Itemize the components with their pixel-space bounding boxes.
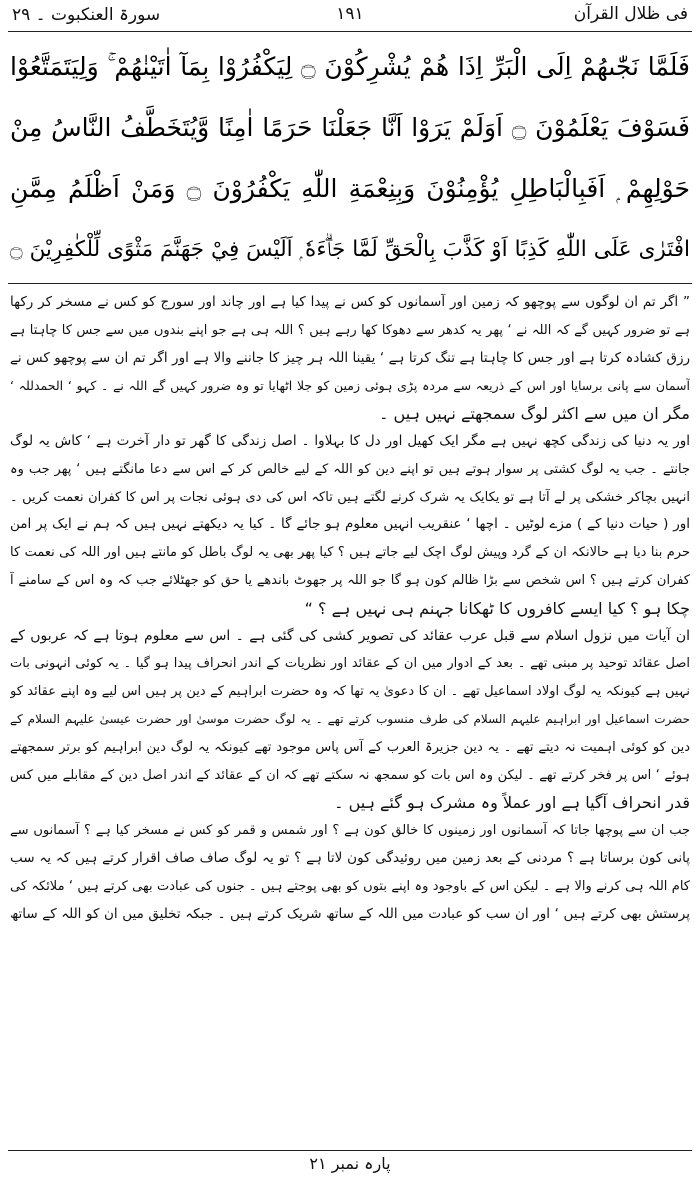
verse-line: حَوْلِهِمْ ۭ اَفَبِالْبَاطِلِ يُؤْمِنُوْنَ وَبِنِعْمَةِ اللّٰهِ يَكْفُرُوْنَ ۝ وَمَنْ اَظْلَمُ مِمَّنِ (10, 174, 690, 203)
text-line: نہیں ہے کیونکہ یہ لوگ اولاد اسماعیل تھے ۔ ان کا دعویٰ یہ تھا کہ وہ حضرت ابراہیم کے دین پر ہیں اس لیے وہ اپنے عقائد کو (10, 684, 690, 700)
text-line: انہیں بچاکر خشکی پر لے آتا ہے تو یکایک یہ شرک کرنے لگتے ہیں تاکہ اس کی دی ہوئی نجات پر اس کا کفران نعمت کریں ۔ (10, 489, 690, 505)
text-line: ان آیات میں نزول اسلام سے قبل عرب عقائد کی تصویر کشی کی گئی ہے ۔ اس سے معلوم ہوتا ہے کہ عربوں کے (10, 627, 690, 644)
text-line: کام اللہ ہی کرنے والا ہے ۔ لیکن اس کے باوجود وہ اپنے بتوں کو بھی پوجتے ہیں ۔ جنوں کی عبادت بھی کرتے ہیں ‘ ملائکہ کی (10, 878, 690, 894)
verses-divider (8, 283, 692, 284)
footer-divider (8, 1150, 692, 1151)
verse-line: فَسَوْفَ يَعْلَمُوْنَ ۝ اَوَلَمْ يَرَوْا اَنَّا جَعَلْنَا حَرَمًا اٰمِنًا وَّيُتَخَطَّفُ النَّاسُ مِنْ (10, 113, 690, 142)
running-title: فی ظلال القرآن (573, 4, 688, 24)
text-line: حضرت اسماعیل اور ابراہیم علیہم السلام کی طرف منسوب کرتے تھے ۔ یہ لوگ حضرت موسیٰ اور حضرت عیسیٰ علیہم السلام کے (10, 711, 690, 726)
page-header (8, 4, 692, 28)
header-divider (8, 31, 692, 32)
text-line: پرستش بھی کرتے ہیں ‘ اور ان سب کو عبادت میں اللہ کے ساتھ شریک کرتے ہیں ۔ جبکہ تخلیق میں ان کو اللہ کے ساتھ (10, 905, 690, 922)
text-line: جب ان سے پوچھا جاتا کہ آسمانوں اور زمینوں کا خالق کون ہے ؟ اور شمس و قمر کو کس نے مسخر کیا ہے ؟ آسمانوں سے (10, 823, 690, 839)
text-line: ہوئے ‘ اس پر فخر کرتے تھے ۔ لیکن وہ اس بات کو سمجھ نہ سکتے تھے کہ ان کے عقائد کے اندر اصل دین کے مقابلے میں کس (10, 767, 690, 783)
text-line: اور یہ دنیا کی زندگی کچھ نہیں ہے مگر ایک کھیل اور دل کا بہلاوا ۔ اصل زندگی کا گھر تو دار آخرت ہے ‘ کاش یہ لوگ (10, 432, 690, 449)
surah-title: سورۃ العنکبوت ۔ ۲۹ (12, 5, 161, 25)
text-line: اصل عقائد توحید پر مبنی تھے ۔ بعد کے ادوار میں ان کے عقائد اور نظریات کے اندر انحراف پیدا ہو گیا ۔ یہ کوئی انہونی بات (10, 656, 690, 672)
para-label: پارہ نمبر ۲۱ (309, 1154, 391, 1173)
page-number: ۱۹۱ (336, 4, 364, 24)
text-line: قدر انحراف آگیا ہے اور عملاً وہ مشرک ہو گئے ہیں ۔ (334, 793, 690, 813)
text-line: رزق کشادہ کرتا ہے اور جس کا چاہتا ہے تنگ کرتا ہے ‘ یقینا اللہ ہر چیز کا جاننے والا ہے اور اگر تم ان سے پوچھو کس نے (10, 349, 690, 366)
text-line: آسمان سے پانی برسایا اور اس کے ذریعہ سے مردہ پڑی ہوئی زمین کو جلا اٹھایا تو وہ ضرور کہیں گے اللہ نے ۔ کہو ‘ الحمدللہ ‘ (10, 378, 690, 394)
text-line: حرم بنا دیا ہے حالانکہ ان کے گرد وپیش لوگ اچک لیے جاتے ہیں ؟ کیا پھر بھی یہ لوگ باطل کو مانتے ہیں اور اللہ کی نعمت کا (10, 545, 690, 561)
text-line: ” اگر تم ان لوگوں سے پوچھو کہ زمین اور آسمانوں کو کس نے پیدا کیا ہے اور چاند اور سورج کو کس نے مسخر کر رکھا (10, 294, 690, 310)
text-line: اور ( حیات دنیا کے ) مزے لوٹیں ۔ اچھا ‘ عنقریب انہیں معلوم ہو جائے گا ۔ کیا یہ دیکھتے نہیں ہیں کہ ہم نے ایک پر امن (10, 516, 690, 533)
verse-line: فَلَمَّا نَجّٰىهُمْ اِلَى الْبَرِّ اِذَا هُمْ يُشْرِكُوْنَ ۝ لِيَكْفُرُوْا بِمَآ اٰتَيْنٰهُمْ ۚ وَلِيَتَمَتَّعُوْا (10, 52, 690, 81)
text-line: چکا ہو ؟ کیا ایسے کافروں کا ٹھکانا جہنم ہی نہیں ہے ؟ “ (304, 598, 690, 618)
text-line: پانی کون برساتا ہے ؟ مردنی کے بعد زمین میں روئیدگی کون لاتا ہے ؟ تو یہ لوگ صاف صاف اقرار کرتے ہیں کہ یہ سب (10, 849, 690, 866)
text-line: جانتے ۔ جب یہ لوگ کشتی پر سوار ہوتے ہیں تو اپنے دین کو اللہ کے لیے خالص کر کے اس سے دعا مانگتے ہیں ‘ پھر جب وہ (10, 461, 690, 477)
text-line: مگر ان میں سے اکثر لوگ سمجھتے نہیں ہیں ۔ (379, 404, 690, 424)
quran-verses (10, 36, 690, 280)
text-line: ہے تو ضرور کہیں گے کہ اللہ نے ‘ پھر یہ کدھر سے دھوکا کھا رہے ہیں ؟ اللہ ہی ہے جو اپنے بندوں میں سے جس کا چاہتا ہے (10, 322, 690, 338)
verse-line: افْتَرٰى عَلَى اللّٰهِ كَذِبًا اَوْ كَذَّبَ بِالْحَقِّ لَمَّا جَاۗءَهٗ ۭ اَلَيْسَ فِيْ جَهَنَّمَ مَثْوًى لِّلْكٰفِرِيْنَ ۝ (10, 237, 690, 262)
text-line: دین کو کوئی اہمیت نہ دیتے تھے ۔ یہ دین جزیرۃ العرب کے آس پاس موجود تھے کیونکہ یہ لوگ دین ابراہیم کو برتر سمجھتے (10, 739, 690, 755)
text-line: کفران کرتے ہیں ؟ اس شخص سے بڑا ظالم کون ہو گا جو اللہ پر جھوٹ باندھے یا حق کو جھٹلائے جب کہ وہ اس کے سامنے آ (10, 572, 690, 588)
commentary-text (10, 289, 690, 1144)
